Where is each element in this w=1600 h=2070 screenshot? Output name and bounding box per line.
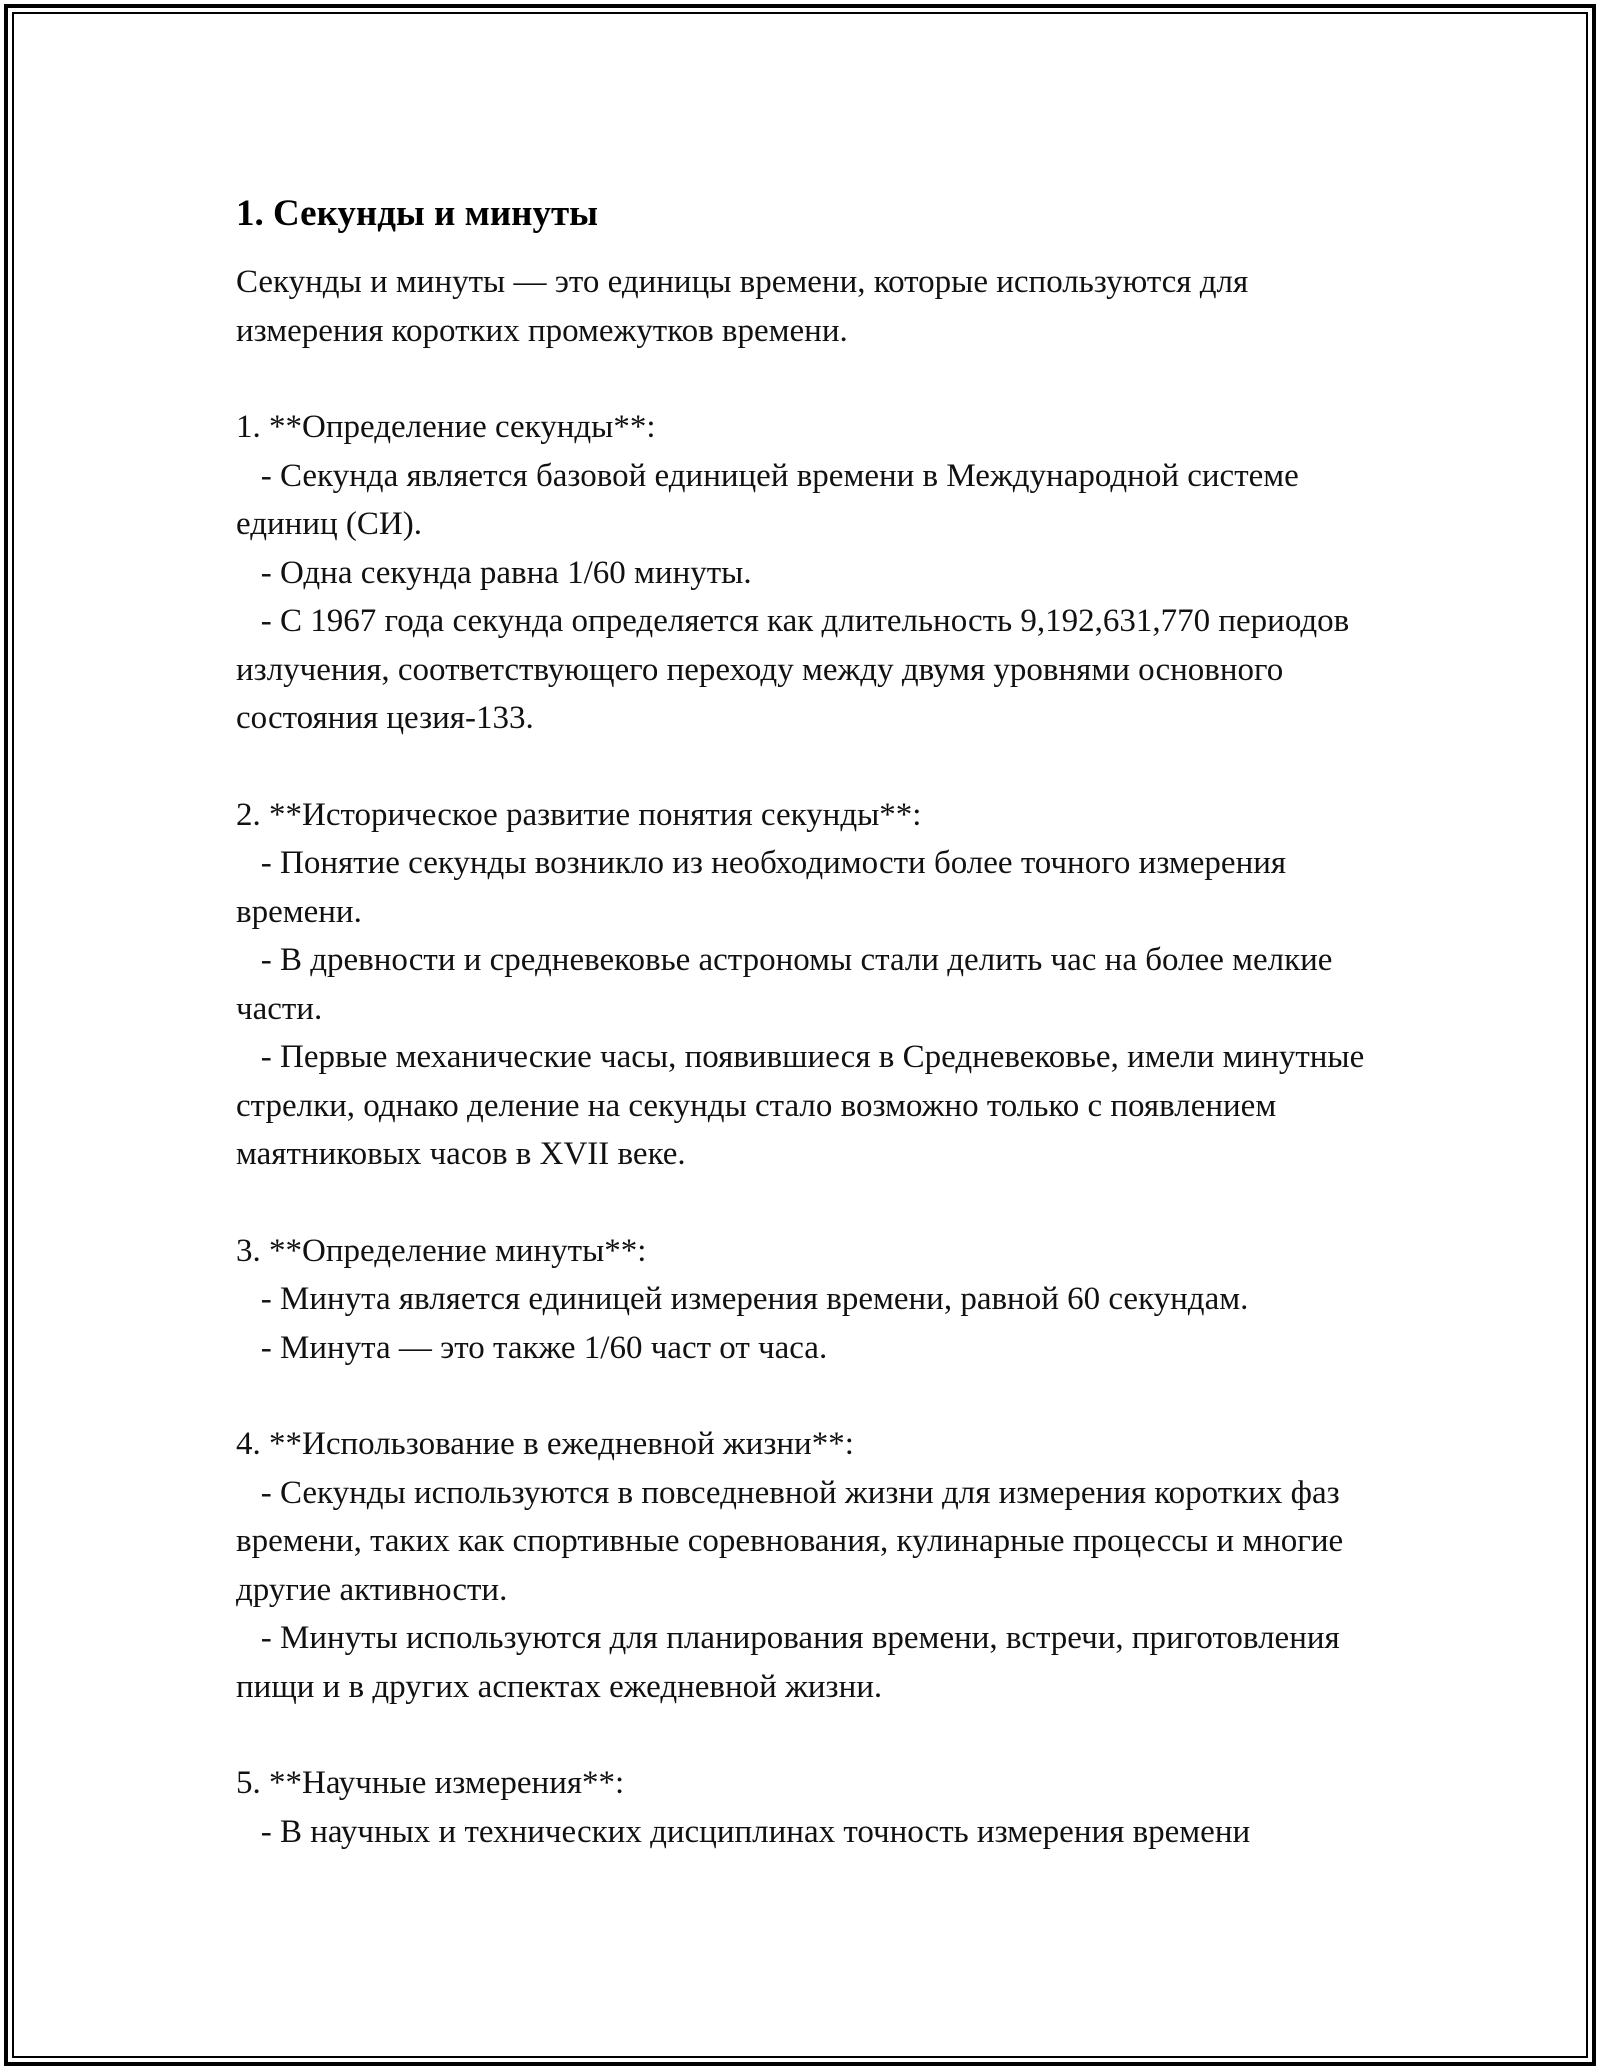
- section-heading: 5. **Научные измерения**:: [236, 1765, 625, 1801]
- bullet-item: - Секунды используются в повседневной жизни для измерения коротких фаз времени, таких как спортивные соревнования, кулинарные процессы и многие другие активности.: [236, 1474, 1352, 1608]
- bullet-item: - Понятие секунды возникло из необходимости более точного измерения времени.: [236, 845, 1295, 930]
- section-history: [236, 791, 1396, 1179]
- section-heading: 3. **Определение минуты**:: [236, 1232, 647, 1269]
- bullet-item: - Минута — это также 1/60 част от часа.: [236, 1329, 828, 1366]
- section-seconds-definition: [236, 403, 1396, 743]
- section-minute-definition: [236, 1227, 1396, 1373]
- bullet-item: - Одна секунда равна 1/60 минуты.: [236, 554, 752, 591]
- intro-paragraph: Секунды и минуты — это единицы времени, которые используются для измерения коротких промежутков времени.: [236, 264, 1249, 349]
- document-body: [236, 190, 1396, 1904]
- section-daily-use: [236, 1420, 1396, 1711]
- section-heading: 2. **Историческое развитие понятия секунды**:: [236, 796, 922, 833]
- bullet-item: - Секунда является базовой единицей времени в Международной системе единиц (СИ).: [236, 457, 1308, 542]
- bullet-item: - Минуты используются для планирования времени, встречи, приготовления пищи и в других аспектах ежедневной жизни.: [236, 1620, 1348, 1705]
- bullet-item: - С 1967 года секунда определяется как длительность 9,192,631,770 периодов излучения, соответствующего переходу между двумя уровнями основного состояния цезия-133.: [236, 603, 1358, 736]
- bullet-item: - Первые механические часы, появившиеся в Средневековье, имели минутные стрелки, однако деление на секунды стало возможно только с появлением маятниковых часов в XVII веке.: [236, 1039, 1373, 1172]
- bullet-item: - В научных и технических дисциплинах точность измерения времени: [236, 1813, 1251, 1850]
- section-heading: 4. **Использование в ежедневной жизни**:: [236, 1426, 854, 1462]
- section-heading: 1. **Определение секунды**:: [236, 409, 656, 445]
- document-title: 1. Секунды и минуты: [236, 193, 599, 234]
- bullet-item: - В древности и средневековье астрономы стали делить час на более мелкие части.: [236, 942, 1341, 1027]
- section-scientific: [236, 1759, 1396, 1856]
- bullet-item: - Минута является единицей измерения времени, равной 60 секундам.: [236, 1281, 1249, 1317]
